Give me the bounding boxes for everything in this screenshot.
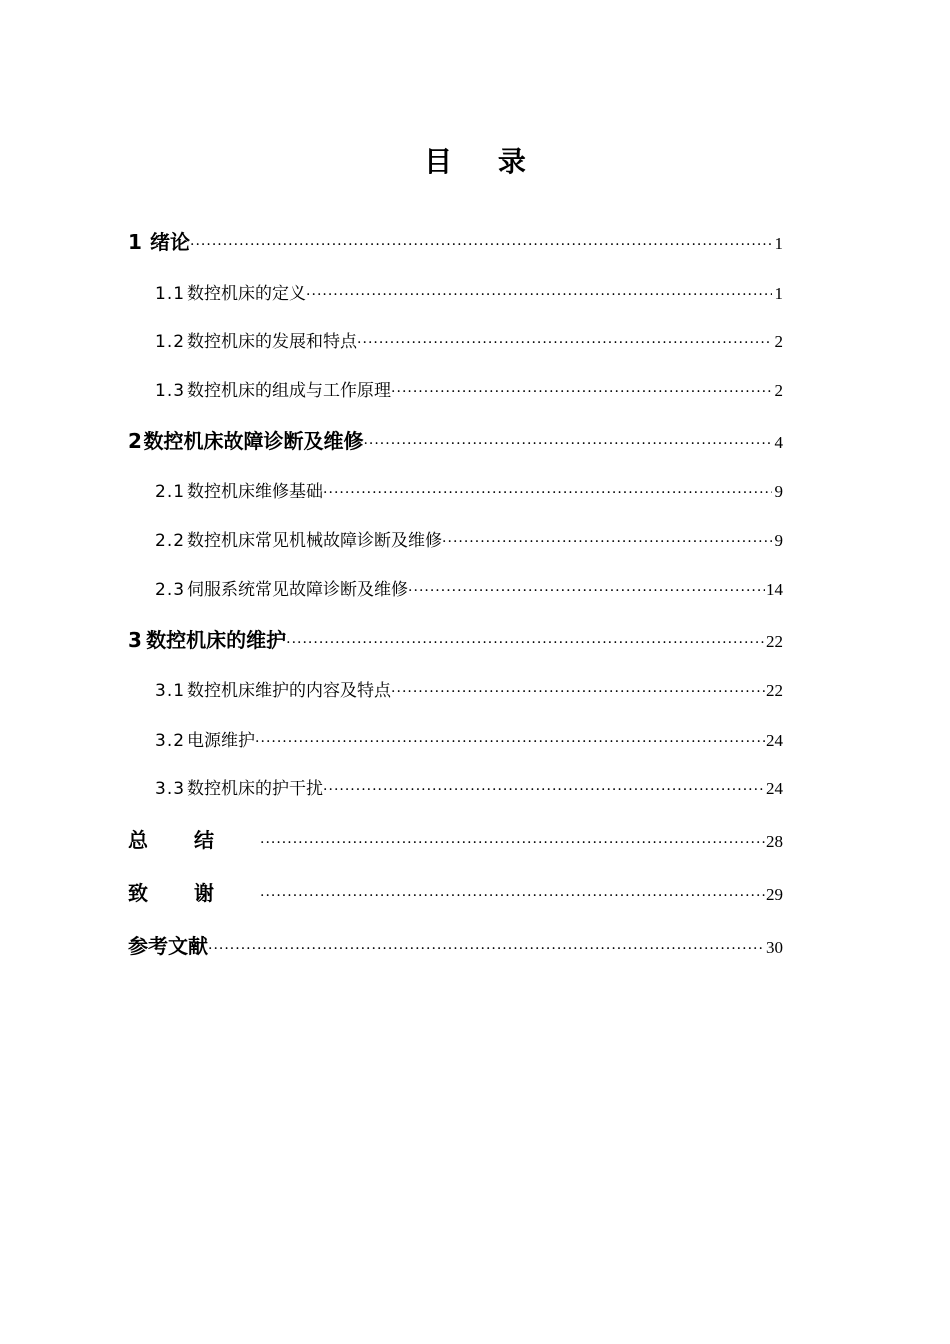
toc-entry-page: 1: [774, 234, 783, 253]
toc-leader-dots: [260, 882, 765, 907]
toc-leader-dots: [255, 728, 765, 755]
toc-entry-title: 数控机床常见机械故障诊断及维修: [187, 531, 443, 551]
toc-entry-number: 3.2: [155, 731, 186, 751]
toc-entry-page: 1: [774, 284, 783, 303]
toc-entry-1[interactable]: [128, 228, 783, 256]
toc-entry-title: 数控机床的护干扰: [187, 779, 324, 799]
toc-entry-page: 9: [774, 482, 783, 501]
toc-entry-number: 3: [128, 628, 142, 652]
toc-entry-title: 数控机床的定义: [187, 284, 307, 304]
toc-entry-number: 3.3: [155, 779, 186, 799]
toc-entry-2-1[interactable]: [155, 478, 783, 506]
toc-entry-title: 绪论: [150, 230, 191, 254]
toc-entry-page: 24: [766, 731, 783, 750]
toc-entry-page: 2: [774, 381, 783, 400]
toc-entry-3-1[interactable]: [155, 677, 783, 705]
toc-leader-dots: [408, 577, 765, 604]
toc-entry-2-2[interactable]: [155, 527, 783, 555]
toc-entry-title: 数控机床的组成与工作原理: [187, 381, 392, 401]
toc-entry-page: 9: [774, 531, 783, 550]
toc-leader-dots: [208, 935, 765, 960]
toc-entry-page: 4: [774, 433, 783, 452]
toc-entry-number: 1: [128, 230, 142, 254]
toc-leader-dots: [363, 430, 772, 455]
toc-entry-2-3[interactable]: [155, 576, 783, 604]
toc-entry-2[interactable]: [128, 427, 783, 455]
toc-entry-page: 22: [766, 681, 783, 700]
toc-entry-title: 数控机床维修基础: [187, 482, 324, 502]
toc-entry-3-3[interactable]: [155, 775, 783, 803]
toc-entry-page: 14: [766, 580, 783, 599]
toc-entry-number: 3.1: [155, 681, 186, 701]
toc-leader-dots: [286, 629, 765, 654]
toc-entry-title: 参考文献: [128, 934, 208, 958]
toc-entry-title: 伺服系统常见故障诊断及维修: [187, 580, 409, 600]
toc-entry-page: 29: [766, 885, 783, 904]
toc-entry-page: 28: [766, 832, 783, 851]
toc-entry-number: 2.2: [155, 531, 186, 551]
toc-entry-references[interactable]: [128, 932, 783, 960]
toc-entry-1-3[interactable]: [155, 377, 783, 405]
toc-entry-title: 总结: [128, 828, 260, 852]
toc-entry-title: 致谢: [128, 881, 260, 905]
toc-entry-number: 1.2: [155, 332, 186, 352]
toc-leader-dots: [323, 479, 772, 506]
toc-entry-3-2[interactable]: [155, 727, 783, 755]
toc-leader-dots: [260, 829, 765, 854]
toc-entry-title: 数控机床维护的内容及特点: [187, 681, 392, 701]
toc-entry-number: 2.3: [155, 580, 186, 600]
toc-entry-page: 2: [774, 332, 783, 351]
toc-leader-dots: [442, 528, 772, 555]
page-title: 目 录: [424, 145, 544, 178]
toc-entry-page: 30: [766, 938, 783, 957]
toc-entry-number: 2: [128, 429, 142, 453]
toc-entry-number: 1.1: [155, 284, 186, 304]
toc-leader-dots: [306, 281, 772, 308]
toc-leader-dots: [190, 231, 772, 256]
toc-leader-dots: [391, 378, 772, 405]
toc-leader-dots: [357, 329, 772, 356]
toc-leader-dots: [391, 678, 765, 705]
toc-entry-3[interactable]: [128, 626, 783, 654]
toc-entry-acknowledgements[interactable]: [128, 879, 783, 907]
toc-entry-title: 数控机床的发展和特点: [187, 332, 358, 352]
toc-entry-title: 数控机床故障诊断及维修: [143, 429, 364, 453]
toc-entry-page: 22: [766, 632, 783, 651]
toc-entry-title: 数控机床的维护: [146, 628, 287, 652]
toc-entry-1-2[interactable]: [155, 328, 783, 356]
toc-entry-1-1[interactable]: [155, 280, 783, 308]
toc-entry-number: 2.1: [155, 482, 186, 502]
toc-entry-page: 24: [766, 779, 783, 798]
toc-entry-title: 电源维护: [187, 731, 256, 751]
toc-entry-summary[interactable]: [128, 826, 783, 854]
toc-entry-number: 1.3: [155, 381, 186, 401]
toc-leader-dots: [323, 776, 765, 803]
